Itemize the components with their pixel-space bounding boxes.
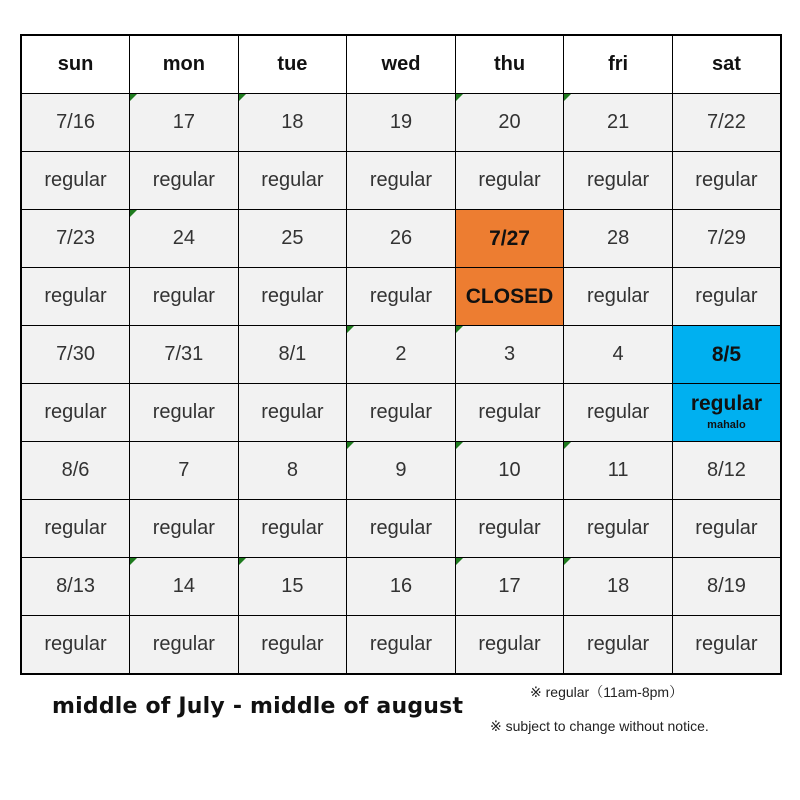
period-title: middle of July - middle of august xyxy=(52,694,464,719)
weekday-sun: sun xyxy=(21,35,130,94)
status-cell: regular xyxy=(564,384,673,442)
date-cell: 7/16 xyxy=(21,94,130,152)
weekday-sat: sat xyxy=(672,35,781,94)
date-cell: 8/13 xyxy=(21,558,130,616)
status-row xyxy=(21,384,781,442)
status-cell: regular xyxy=(347,152,456,210)
status-cell: regular xyxy=(238,268,347,326)
special-date-cell: 8/5 xyxy=(672,326,781,384)
date-cell: 8/19 xyxy=(672,558,781,616)
status-cell: regular xyxy=(238,384,347,442)
status-cell: regular xyxy=(21,268,130,326)
closed-date-cell: 7/27 xyxy=(455,210,564,268)
date-cell: 14 xyxy=(130,558,239,616)
status-cell: regular xyxy=(238,152,347,210)
date-cell: 24 xyxy=(130,210,239,268)
special-status-text: regular xyxy=(690,392,763,415)
status-cell: regular xyxy=(564,616,673,675)
status-row xyxy=(21,616,781,675)
status-cell: regular xyxy=(21,384,130,442)
date-cell: 2 xyxy=(347,326,456,384)
date-cell: 7/29 xyxy=(672,210,781,268)
status-cell: regular xyxy=(130,500,239,558)
schedule-calendar xyxy=(20,34,782,675)
date-cell: 26 xyxy=(347,210,456,268)
status-cell: regular xyxy=(21,500,130,558)
date-cell: 7/31 xyxy=(130,326,239,384)
status-cell: regular xyxy=(455,152,564,210)
status-cell: regular xyxy=(130,152,239,210)
date-cell: 8/6 xyxy=(21,442,130,500)
status-cell: regular xyxy=(130,616,239,675)
date-cell: 11 xyxy=(564,442,673,500)
status-cell: regular xyxy=(564,500,673,558)
date-cell: 15 xyxy=(238,558,347,616)
status-cell: regular xyxy=(347,384,456,442)
date-cell: 3 xyxy=(455,326,564,384)
status-cell: regular xyxy=(672,268,781,326)
status-cell: regular xyxy=(238,500,347,558)
status-cell: regular xyxy=(130,384,239,442)
status-cell: regular xyxy=(130,268,239,326)
weekday-mon: mon xyxy=(130,35,239,94)
weekday-thu: thu xyxy=(455,35,564,94)
status-cell: regular xyxy=(564,268,673,326)
status-cell: regular xyxy=(455,384,564,442)
date-cell: 7/30 xyxy=(21,326,130,384)
status-cell: regular xyxy=(347,268,456,326)
weekday-fri: fri xyxy=(564,35,673,94)
date-cell: 20 xyxy=(455,94,564,152)
status-cell: regular xyxy=(672,152,781,210)
status-cell: regular xyxy=(455,616,564,675)
date-cell: 25 xyxy=(238,210,347,268)
date-cell: 7 xyxy=(130,442,239,500)
weekday-wed: wed xyxy=(347,35,456,94)
date-row xyxy=(21,442,781,500)
date-cell: 7/23 xyxy=(21,210,130,268)
date-cell: 9 xyxy=(347,442,456,500)
date-cell: 17 xyxy=(455,558,564,616)
status-cell: regular xyxy=(347,500,456,558)
date-cell: 17 xyxy=(130,94,239,152)
date-row xyxy=(21,210,781,268)
closed-status-cell: CLOSED xyxy=(455,268,564,326)
status-cell: regular xyxy=(21,152,130,210)
date-row xyxy=(21,558,781,616)
date-cell: 8/1 xyxy=(238,326,347,384)
date-cell: 4 xyxy=(564,326,673,384)
date-cell: 28 xyxy=(564,210,673,268)
date-cell: 21 xyxy=(564,94,673,152)
date-cell: 8 xyxy=(238,442,347,500)
weekday-header-row xyxy=(21,35,781,94)
status-cell: regular xyxy=(238,616,347,675)
status-cell: regular xyxy=(672,500,781,558)
weekday-tue: tue xyxy=(238,35,347,94)
date-cell: 18 xyxy=(564,558,673,616)
date-cell: 19 xyxy=(347,94,456,152)
date-cell: 18 xyxy=(238,94,347,152)
status-cell: regular xyxy=(347,616,456,675)
date-row xyxy=(21,326,781,384)
change-notice: ※ subject to change without notice. xyxy=(490,718,709,734)
date-cell: 10 xyxy=(455,442,564,500)
special-status-cell xyxy=(672,384,781,442)
hours-note: ※ regular（11am-8pm） xyxy=(530,684,684,700)
date-cell: 16 xyxy=(347,558,456,616)
status-row xyxy=(21,500,781,558)
status-cell: regular xyxy=(21,616,130,675)
status-cell: regular xyxy=(672,616,781,675)
status-cell: regular xyxy=(564,152,673,210)
status-cell: regular xyxy=(455,500,564,558)
date-cell: 7/22 xyxy=(672,94,781,152)
status-row xyxy=(21,268,781,326)
date-row xyxy=(21,94,781,152)
special-note: mahalo xyxy=(707,419,746,431)
status-row xyxy=(21,152,781,210)
date-cell: 8/12 xyxy=(672,442,781,500)
